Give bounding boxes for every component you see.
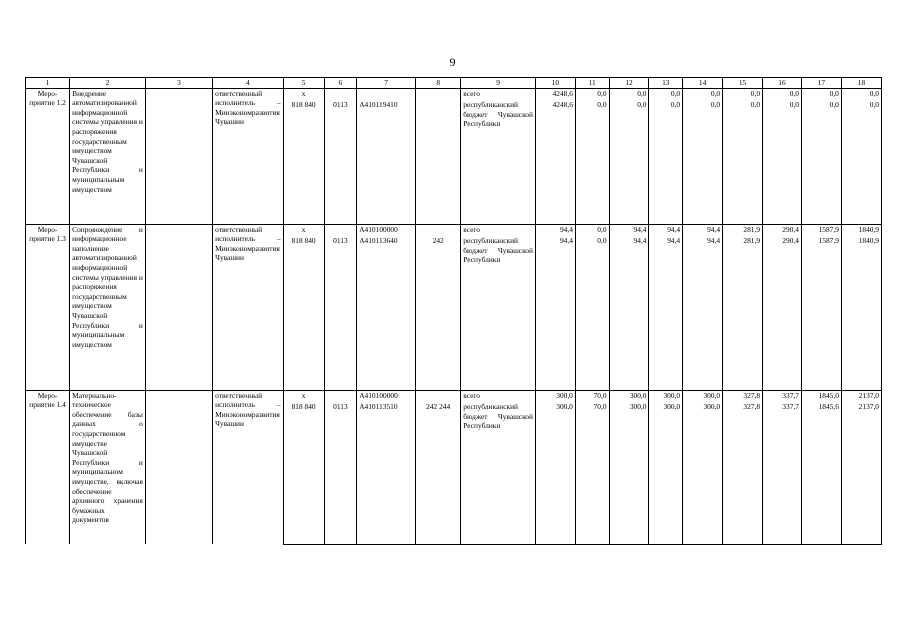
column-header-13: 13 <box>649 78 683 89</box>
amount-col-17: 1587,9 <box>801 236 841 390</box>
ministry-code: 818 840 <box>283 236 324 390</box>
amount-col-10: 4248,6 <box>535 100 575 224</box>
column-header-8: 8 <box>416 78 461 89</box>
table-row <box>26 390 882 402</box>
amount-col-16: 0,0 <box>763 88 802 100</box>
expense-type-code <box>416 100 461 224</box>
column-header-11: 11 <box>575 78 609 89</box>
amount-col-12: 300,0 <box>609 390 649 402</box>
event-number: Меро-приятие 1.4 <box>26 390 70 544</box>
amount-col-17: 1845,6 <box>801 402 841 544</box>
amount-col-18: 0,0 <box>841 100 881 224</box>
expense-type-code: 242 244 <box>416 402 461 544</box>
amount-col-14: 94,4 <box>683 236 723 390</box>
section-code: 0113 <box>324 236 357 390</box>
event-number: Меро-приятие 1.3 <box>26 224 70 390</box>
amount-col-16: 0,0 <box>763 100 802 224</box>
related-task <box>145 224 212 390</box>
amount-col-17: 1845,0 <box>801 390 841 402</box>
amount-col-14: 300,0 <box>683 402 723 544</box>
amount-col-10: 300,0 <box>535 390 575 402</box>
amount-col-18: 1840,9 <box>841 224 881 236</box>
column-header-1: 1 <box>26 78 70 89</box>
expense-type-code <box>416 390 461 402</box>
amount-col-14: 0,0 <box>683 100 723 224</box>
target-article-code: А410100000 <box>357 390 416 402</box>
amount-col-13: 94,4 <box>649 224 683 236</box>
amount-col-12: 300,0 <box>609 402 649 544</box>
amount-col-12: 94,4 <box>609 224 649 236</box>
amount-col-10: 300,0 <box>535 402 575 544</box>
amount-col-13: 94,4 <box>649 236 683 390</box>
related-task <box>145 390 212 544</box>
amount-col-14: 300,0 <box>683 390 723 402</box>
column-header-14: 14 <box>683 78 723 89</box>
amount-col-14: 0,0 <box>683 88 723 100</box>
column-header-15: 15 <box>723 78 763 89</box>
ministry-code: 818 840 <box>283 100 324 224</box>
column-header-17: 17 <box>801 78 841 89</box>
section-code: 0113 <box>324 402 357 544</box>
target-article-code: А410100000 <box>357 224 416 236</box>
amount-col-15: 281,9 <box>723 236 763 390</box>
amount-col-12: 94,4 <box>609 236 649 390</box>
amount-col-13: 300,0 <box>649 390 683 402</box>
amount-col-10: 94,4 <box>535 224 575 236</box>
ministry-code: х <box>283 88 324 100</box>
amount-col-10: 94,4 <box>535 236 575 390</box>
column-header-16: 16 <box>763 78 802 89</box>
column-header-9: 9 <box>461 78 536 89</box>
amount-col-17: 0,0 <box>801 100 841 224</box>
section-code: 0113 <box>324 100 357 224</box>
related-task <box>145 88 212 224</box>
event-name: Сопровождение и информационное наполнение автоматизированной информационной системы управления и распоряжения государственным имуществом Чувашской Республики и муниципальным имуществом <box>70 224 146 390</box>
amount-col-11: 0,0 <box>575 224 609 236</box>
executor: ответственный исполнитель – Минэкономразвития Чувашии <box>213 224 283 390</box>
column-header-5: 5 <box>283 78 324 89</box>
amount-col-15: 327,8 <box>723 390 763 402</box>
amount-col-17: 0,0 <box>801 88 841 100</box>
column-header-4: 4 <box>213 78 283 89</box>
executor: ответственный исполнитель – Минэкономразвития Чувашии <box>213 88 283 224</box>
page-number: 9 <box>449 55 456 69</box>
ministry-code: 818 840 <box>283 402 324 544</box>
column-header-10: 10 <box>535 78 575 89</box>
funding-source: всего <box>461 224 536 236</box>
target-article-code: А410113640 <box>357 236 416 390</box>
ministry-code: х <box>283 390 324 402</box>
budget-table <box>25 77 882 545</box>
executor: ответственный исполнитель – Минэкономразвития Чувашии <box>213 390 283 544</box>
section-code <box>324 390 357 402</box>
amount-col-18: 0,0 <box>841 88 881 100</box>
funding-source: всего <box>461 88 536 100</box>
column-header-18: 18 <box>841 78 881 89</box>
funding-source: республиканский бюджет Чувашской Республики <box>461 402 536 544</box>
table-row <box>26 224 882 236</box>
expense-type-code: 242 <box>416 236 461 390</box>
funding-source: республиканский бюджет Чувашской Республики <box>461 236 536 390</box>
column-header-6: 6 <box>324 78 357 89</box>
expense-type-code <box>416 224 461 236</box>
target-article-code: А410113510 <box>357 402 416 544</box>
amount-col-15: 0,0 <box>723 88 763 100</box>
amount-col-18: 1840,9 <box>841 236 881 390</box>
target-article-code <box>357 88 416 100</box>
amount-col-15: 281,9 <box>723 224 763 236</box>
amount-col-13: 0,0 <box>649 88 683 100</box>
ministry-code: х <box>283 224 324 236</box>
column-header-2: 2 <box>70 78 146 89</box>
amount-col-17: 1587,9 <box>801 224 841 236</box>
event-name: Материально-техническое обеспечение базы данных о государственном имуществе Чувашской Республики и муниципальном имуществе, включая обеспечение архивного хранения бумажных документов <box>70 390 146 544</box>
amount-col-12: 0,0 <box>609 100 649 224</box>
funding-source: всего <box>461 390 536 402</box>
section-code <box>324 88 357 100</box>
expense-type-code <box>416 88 461 100</box>
amount-col-18: 2137,0 <box>841 402 881 544</box>
amount-col-13: 0,0 <box>649 100 683 224</box>
amount-col-11: 0,0 <box>575 88 609 100</box>
target-article-code: А410119410 <box>357 100 416 224</box>
amount-col-16: 290,4 <box>763 224 802 236</box>
amount-col-15: 0,0 <box>723 100 763 224</box>
amount-col-11: 70,0 <box>575 402 609 544</box>
amount-col-16: 337,7 <box>763 390 802 402</box>
amount-col-11: 0,0 <box>575 100 609 224</box>
amount-col-14: 94,4 <box>683 224 723 236</box>
amount-col-10: 4248,6 <box>535 88 575 100</box>
amount-col-11: 70,0 <box>575 390 609 402</box>
event-number: Меро-приятие 1.2 <box>26 88 70 224</box>
table-row <box>26 88 882 100</box>
amount-col-18: 2137,0 <box>841 390 881 402</box>
amount-col-15: 327,8 <box>723 402 763 544</box>
section-code <box>324 224 357 236</box>
amount-col-16: 290,4 <box>763 236 802 390</box>
column-header-12: 12 <box>609 78 649 89</box>
column-header-7: 7 <box>357 78 416 89</box>
column-header-3: 3 <box>145 78 212 89</box>
amount-col-11: 0,0 <box>575 236 609 390</box>
amount-col-13: 300,0 <box>649 402 683 544</box>
amount-col-16: 337,7 <box>763 402 802 544</box>
header-row <box>26 78 882 89</box>
event-name: Внедрение автоматизированной информационной системы управления и распоряжения государственным имуществом Чувашской Республики и муниципальным имуществом <box>70 88 146 224</box>
funding-source: республиканский бюджет Чувашской Республики <box>461 100 536 224</box>
amount-col-12: 0,0 <box>609 88 649 100</box>
